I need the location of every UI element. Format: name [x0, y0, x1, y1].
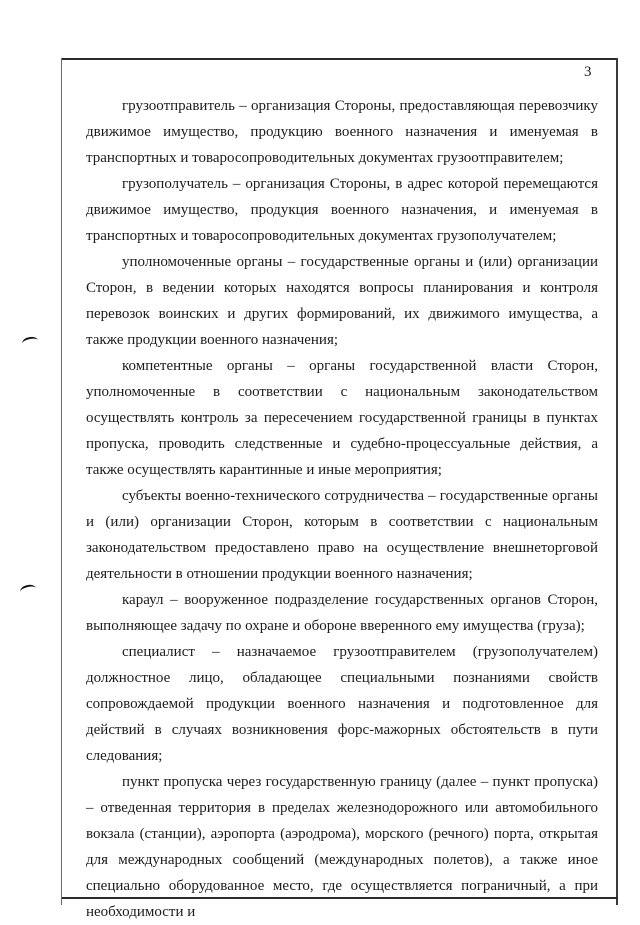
page-border-top [62, 58, 618, 60]
punch-hole-mark [19, 583, 37, 597]
definition-authorized-bodies: уполномоченные органы – государственные органы и (или) организации Сторон, в ведении которых находятся вопросы планирования и контроля перевозок воинских и других формирований, их движимого имущества, а также продукции военного назначения; [86, 254, 598, 348]
definition-competent-bodies: компетентные органы – органы государственной власти Сторон, уполномоченные в соответствии с национальным законодательством осуществлять контроль за пересечением государственной границы в пунктах пропуска, проводить следственные и судебно-процессуальные действия, а также осуществлять карантинные и иные мероприятия; [86, 358, 598, 478]
page-number: 3 [584, 64, 592, 80]
definition-shipper: грузоотправитель – организация Стороны, предоставляющая перевозчику движимое имущество, продукцию военного назначения и именуемая в транспортных и товаросопроводительных документах грузоотправителем; [86, 98, 598, 166]
page-border-right [616, 58, 618, 905]
definition-checkpoint: пункт пропуска через государственную границу (далее – пункт пропуска) – отведенная территория в пределах железнодорожного или автомобильного вокзала (станции), аэропорта (аэродрома), морского (речного) порта, открытая для международных сообщений (международных полетов), а также иное специально оборудованное место, где осуществляется пограничный, а при необходимости и [86, 774, 598, 920]
definition-guard: караул – вооруженное подразделение государственных органов Сторон, выполняющее задачу по охране и обороне вверенного ему имущества (груза); [86, 592, 598, 634]
page-border-left [61, 58, 62, 905]
punch-hole-mark [21, 335, 39, 348]
definition-specialist: специалист – назначаемое грузоотправителем (грузополучателем) должностное лицо, обладающее специальными познаниями свойств сопровождаемой продукции военного назначения и подготовленное для действий в случаях возникновения форс-мажорных обстоятельств в пути следования; [86, 644, 598, 764]
definition-military-technical-subjects: субъекты военно-технического сотрудничества – государственные органы и (или) организации Сторон, которым в соответствии с национальным законодательством предоставлено право на осуществление внешнеторговой деятельности в отношении продукции военного назначения; [86, 488, 598, 582]
definition-consignee: грузополучатель – организация Стороны, в адрес которой перемещаются движимое имущество, продукция военного назначения, и именуемая в транспортных и товаросопроводительных документах грузополучателем; [86, 176, 598, 244]
document-body [86, 93, 598, 925]
